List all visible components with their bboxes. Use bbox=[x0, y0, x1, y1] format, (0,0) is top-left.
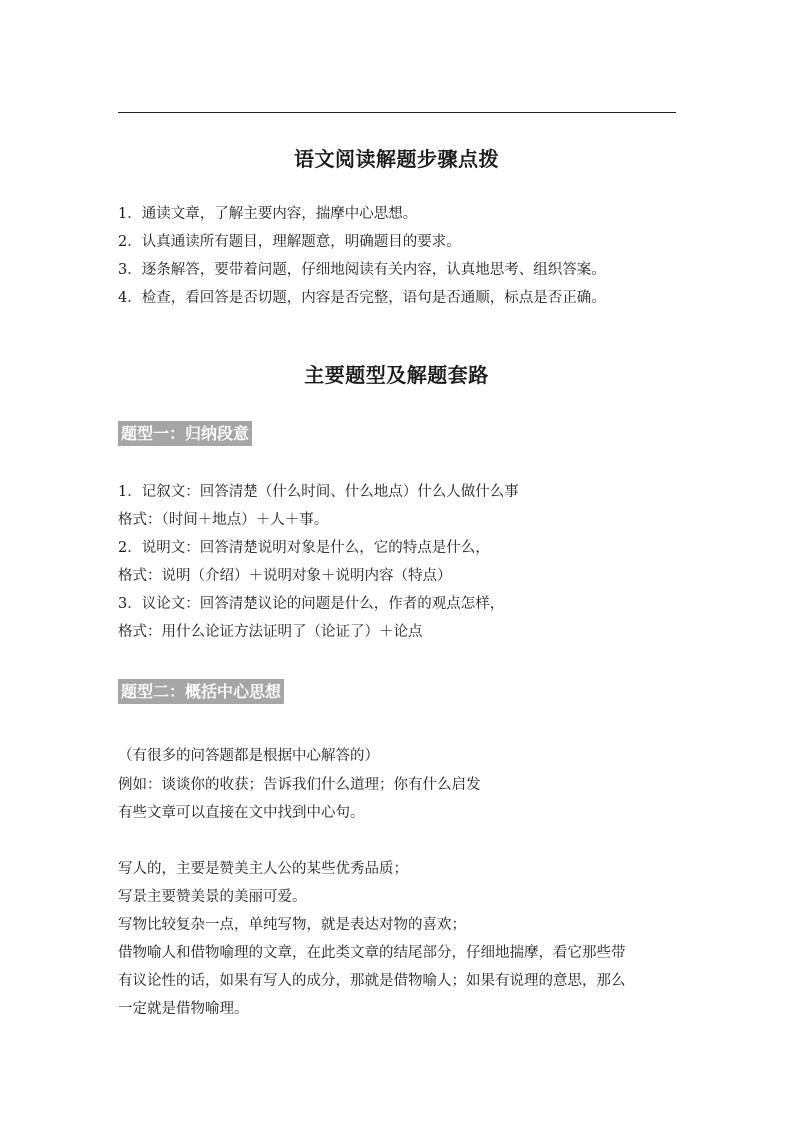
header-rule bbox=[118, 112, 676, 113]
type2-line: 写物比较复杂一点，单纯写物，就是表达对物的喜欢； bbox=[118, 917, 466, 933]
type1-heading: 题型一：归纳段意 bbox=[118, 421, 252, 446]
type1-line: 格式：用什么论证方法证明了（论证了）＋论点 bbox=[118, 624, 423, 640]
type2-line: （有很多的问答题都是根据中心解答的） bbox=[118, 748, 379, 764]
type2-line: 写景主要赞美景的美丽可爱。 bbox=[118, 889, 307, 905]
type1-line: 格式：说明（介绍）＋说明对象＋说明内容（特点） bbox=[118, 568, 452, 584]
type2-line: 一定就是借物喻理。 bbox=[118, 1001, 249, 1017]
type1-line: 格式：（时间＋地点）＋人＋事。 bbox=[118, 512, 329, 528]
type2-line: 有些文章可以直接在文中找到中心句。 bbox=[118, 805, 365, 821]
step-item: 3．逐条解答，要带着问题，仔细地阅读有关内容，认真地思考、组织答案。 bbox=[118, 262, 606, 278]
type2-line: 例如：谈谈你的收获；告诉我们什么道理；你有什么启发 bbox=[118, 777, 481, 793]
type2-heading: 题型二：概括中心思想 bbox=[118, 679, 284, 704]
step-item: 2．认真通读所有题目，理解题意，明确题目的要求。 bbox=[118, 234, 461, 250]
type2-line: 借物喻人和借物喻理的文章，在此类文章的结尾部分，仔细地揣摩，看它那些带 bbox=[118, 945, 626, 961]
type1-line: 1．记叙文：回答清楚（什么时间、什么地点）什么人做什么事 bbox=[118, 484, 519, 500]
step-item: 1．通读文章，了解主要内容，揣摩中心思想。 bbox=[118, 206, 418, 222]
type1-line: 2．说明文：回答清楚说明对象是什么，它的特点是什么， bbox=[118, 540, 490, 556]
type2-line: 有议论性的话，如果有写人的成分，那就是借物喻人；如果有说理的意思，那么 bbox=[118, 973, 626, 989]
type1-line: 3．议论文：回答清楚议论的问题是什么，作者的观点怎样， bbox=[118, 596, 505, 612]
type2-line: 写人的，主要是赞美主人公的某些优秀品质； bbox=[118, 861, 408, 877]
section-title: 主要题型及解题套路 bbox=[304, 363, 489, 387]
step-item: 4．检查，看回答是否切题，内容是否完整，语句是否通顺，标点是否正确。 bbox=[118, 290, 606, 306]
document-title: 语文阅读解题步骤点拨 bbox=[294, 147, 499, 171]
